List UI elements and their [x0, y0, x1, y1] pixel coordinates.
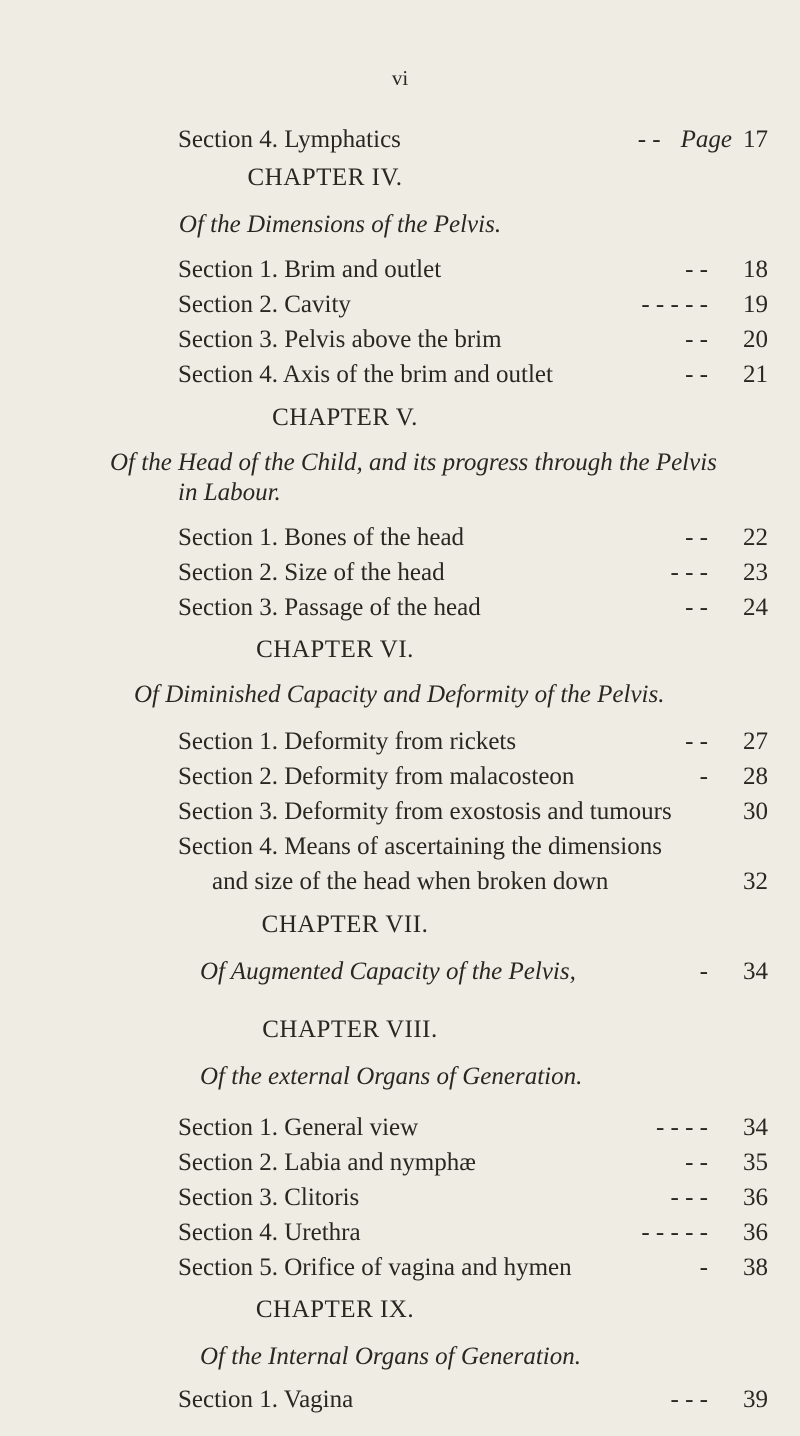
toc-entry: Section 2. Deformity from malacosteon - 28	[178, 763, 768, 790]
chapter-title: Of the external Organs of Generation.	[200, 1063, 583, 1090]
toc-entry: Section 1. Brim and outlet - - 18	[178, 256, 768, 283]
toc-entry: Section 3. Passage of the head - - 24	[178, 594, 768, 621]
chapter-title: Of the Head of the Child, and its progress through the Pelvis	[110, 449, 717, 476]
page-number: vi	[391, 66, 409, 90]
chapter-heading: CHAPTER VII.	[261, 911, 429, 938]
toc-entry: Section 1. Deformity from rickets - - 27	[178, 728, 768, 755]
toc-entry: Section 4. Urethra - - - - - 36	[178, 1219, 768, 1246]
chapter-heading: CHAPTER IV.	[247, 164, 403, 191]
page-label: Page	[680, 126, 732, 153]
toc-entry: Section 4. Axis of the brim and outlet - - 21	[178, 361, 768, 388]
chapter-title: Of the Dimensions of the Pelvis.	[178, 211, 502, 238]
entry-label: Section 4. Lymphatics	[178, 126, 401, 153]
toc-entry: Section 5. Orifice of vagina and hymen - 38	[178, 1254, 768, 1281]
toc-entry: Section 2. Size of the head - - - 23	[178, 559, 768, 586]
toc-entry	[178, 125, 768, 155]
toc-entry: Section 3. Clitoris - - - 36	[178, 1184, 768, 1211]
chapter-heading: CHAPTER IX.	[255, 1296, 415, 1323]
toc-entry: Section 1. General view - - - - 34	[178, 1114, 768, 1141]
toc-entry: Section 4. Means of ascertaining the dimensions	[178, 833, 662, 860]
chapter-heading: CHAPTER VI.	[256, 636, 414, 663]
toc-entry: Of Augmented Capacity of the Pelvis, - 34	[200, 958, 768, 985]
chapter-title-continued: in Labour.	[178, 479, 281, 506]
toc-entry: Section 1. Bones of the head - - 22	[178, 524, 768, 551]
chapter-heading: CHAPTER V.	[272, 404, 418, 431]
chapter-title: Of the Internal Organs of Generation.	[200, 1343, 581, 1370]
chapter-title: Of Diminished Capacity and Deformity of the Pelvis.	[134, 681, 665, 708]
entry-page: 17	[743, 126, 768, 153]
toc-entry: Section 2. Cavity - - - - - 19	[178, 291, 768, 318]
toc-entry-continued: and size of the head when broken down 32	[212, 868, 768, 895]
toc-entry: Section 3. Pelvis above the brim - - 20	[178, 326, 768, 353]
toc-entry: Section 3. Deformity from exostosis and tumours 30	[178, 798, 768, 825]
toc-entry: Section 2. Labia and nymphæ - - 35	[178, 1149, 768, 1176]
chapter-heading: CHAPTER VIII.	[262, 1016, 438, 1043]
entry-leader: - -	[637, 126, 661, 153]
toc-entry: Section 1. Vagina - - - 39	[178, 1386, 768, 1413]
